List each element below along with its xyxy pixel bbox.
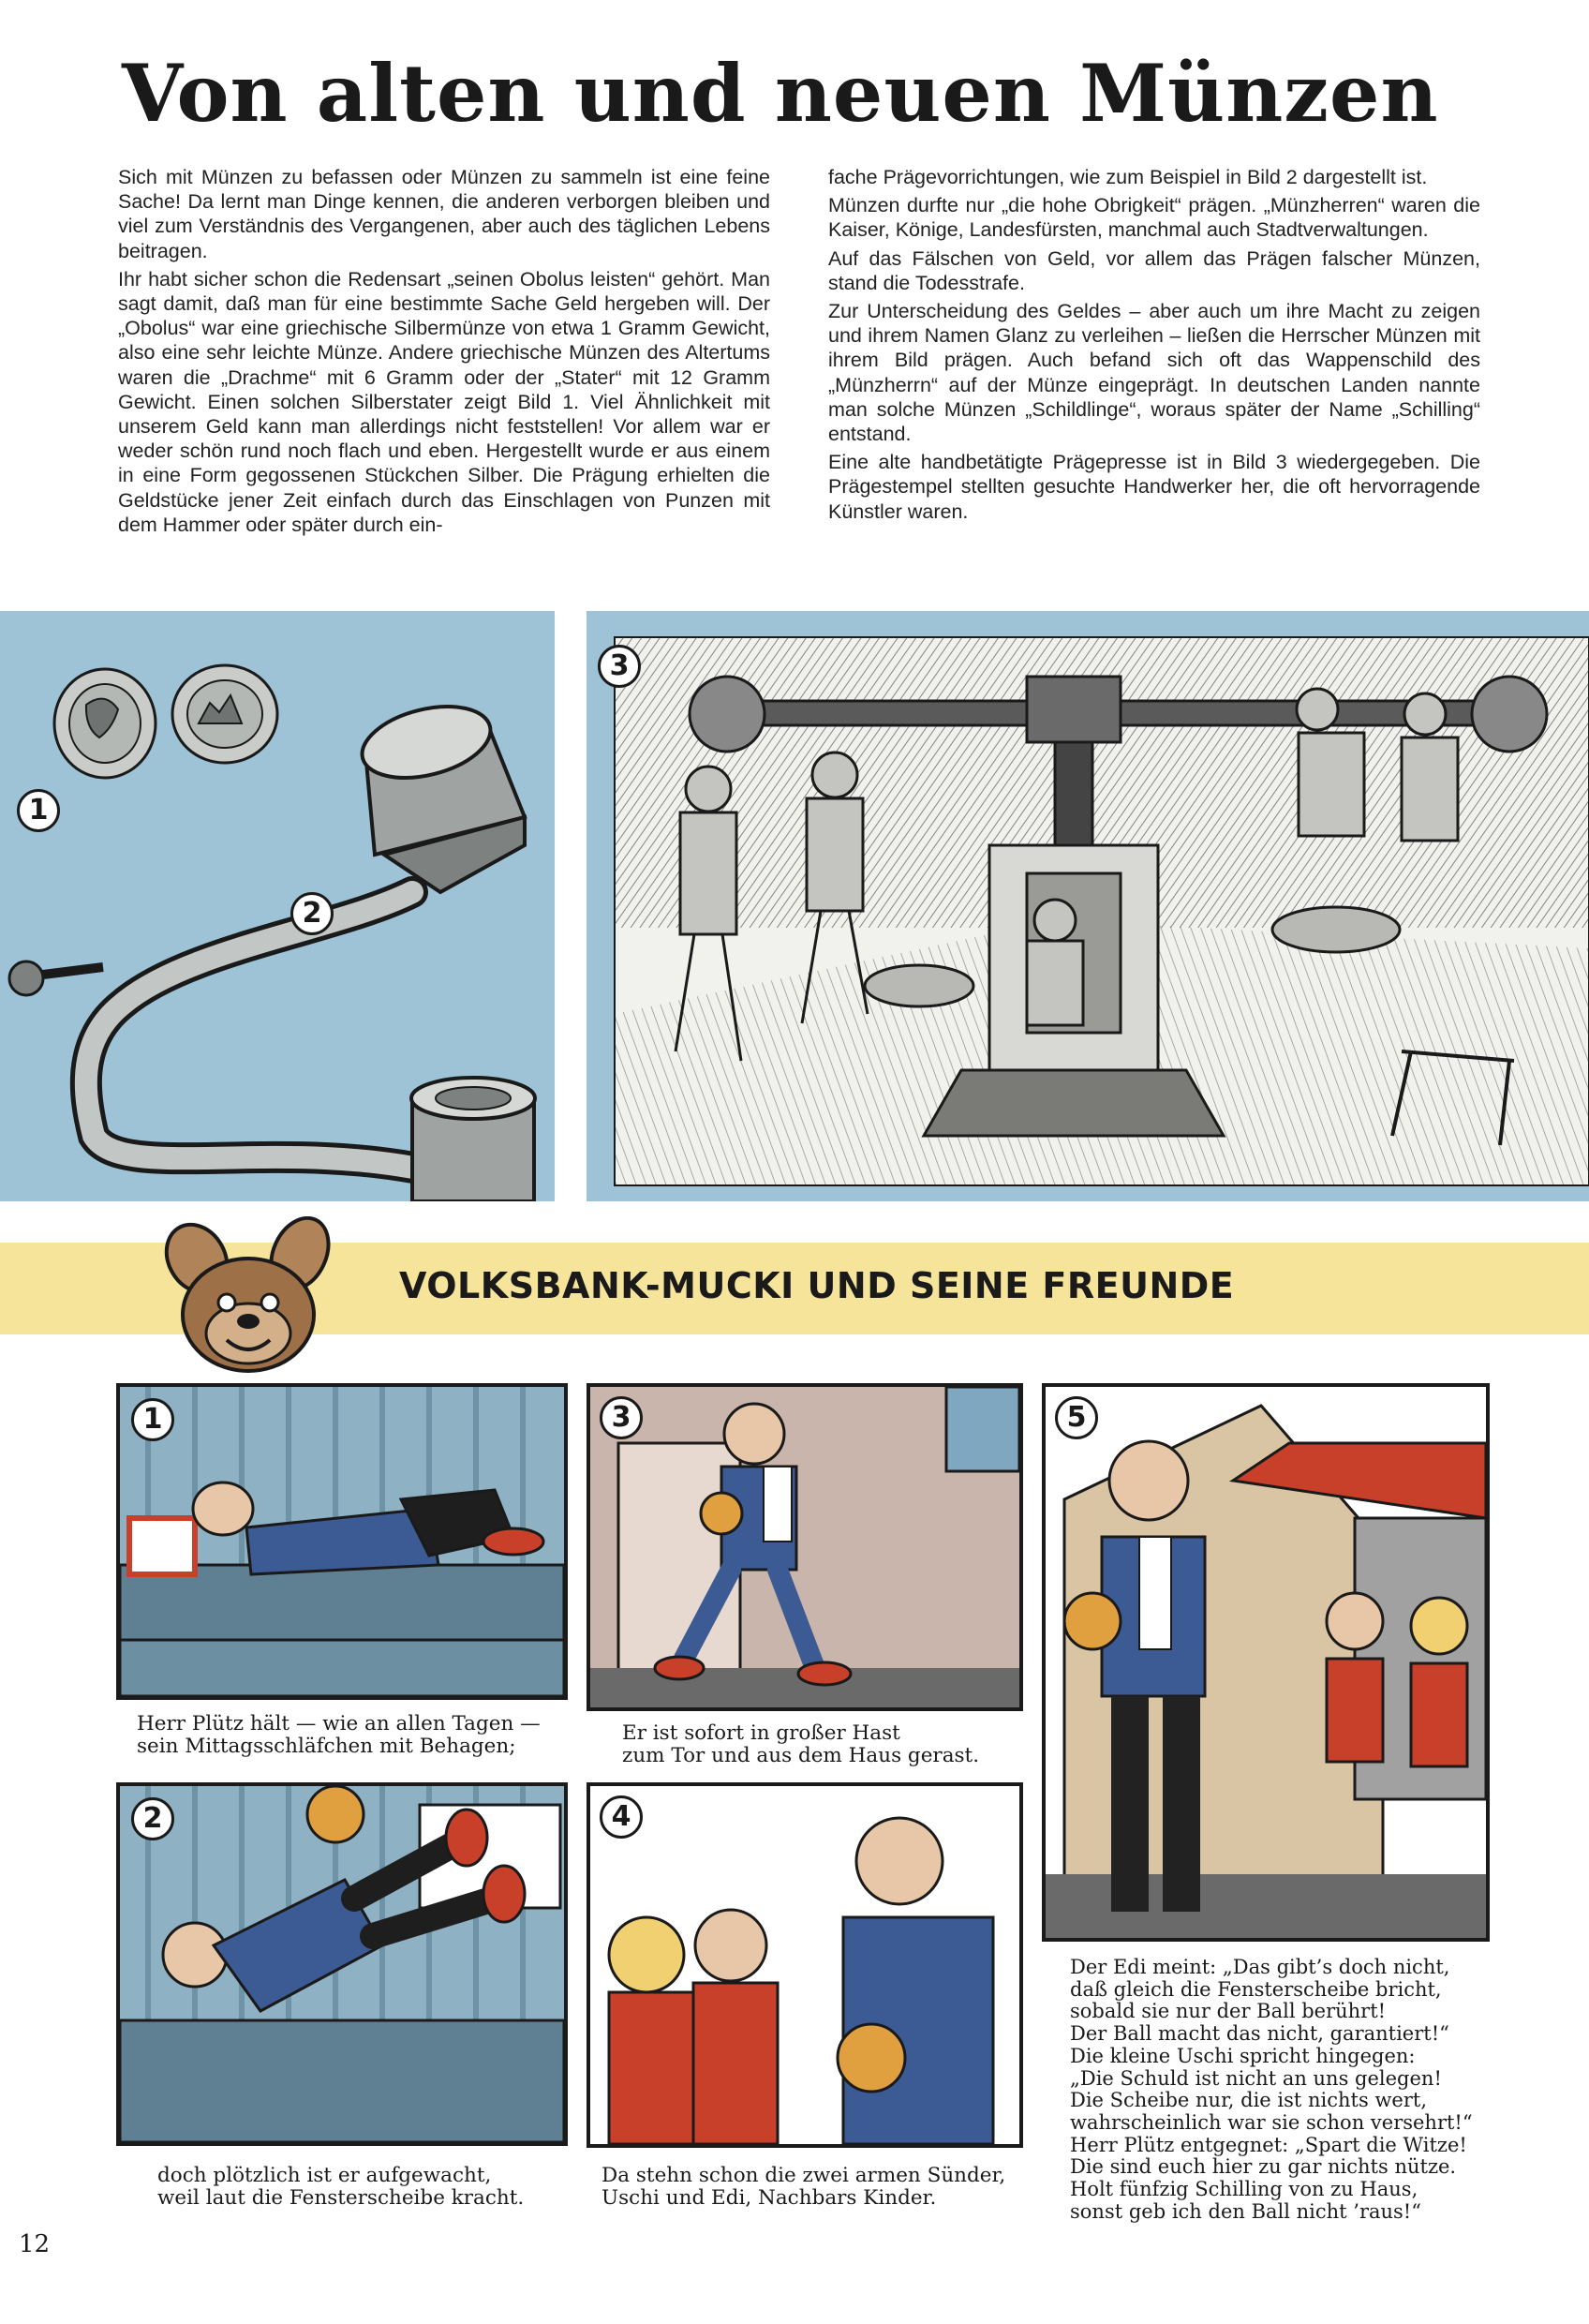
caption-line: zum Tor und aus dem Haus gerast. [622, 1744, 980, 1767]
caption-line: Holt fünfzig Schilling von zu Haus, [1070, 2178, 1418, 2201]
minting-workshop-illustration [587, 611, 1589, 1201]
figure-coins-and-punch-press [0, 611, 555, 1201]
article-paragraph: Eine alte handbetätigte Prägepresse ist in Bild 3 wiedergegeben. Die Prägestempel stellten gesuchte Handwerker her, die oft hervorragende Künstler waren. [828, 451, 1480, 523]
comic-series-title: VOLKSBANK-MUCKI UND SEINE FREUNDE [399, 1265, 1235, 1306]
caption-line: Herr Plütz hält — wie an allen Tagen — [137, 1712, 541, 1736]
figure-minting-workshop-engraving [587, 611, 1589, 1201]
caption-line: sein Mittagsschläfchen mit Behagen; [137, 1735, 516, 1758]
caption-line: Der Ball macht das nicht, garantiert!“ [1070, 2022, 1449, 2046]
article-paragraph: Ihr habt sicher schon die Redensart „seinen Obolus leisten“ gehört. Man sagt damit, daß man für eine bestimmte Sache Geld hergeben will. Der „Obolus“ war eine griechische Silbermünze von etwa 1 Gramm Gewicht, also eine sehr leichte Münze. Andere griechische Münzen des Altertums waren die „Drachme“ mit 6 Gramm oder der „Stater“ mit 12 Gramm Gewicht. Einen solchen Silberstater zeigt Bild 1. Viel Ähnlichkeit mit unserem Geld kann man allerdings nicht feststellen! Vor allem war er weder schön rund noch flach und eben. Hergestellt wurde er aus einem in eine Form gegossenen Stückchen Silber. Die Prägung erhielten die Geldstücke jener Zeit einfach durch das Einschlagen von Punzen mit dem Hammer oder später durch ein- [118, 267, 770, 536]
caption-line: Die sind euch hier zu gar nichts nütze. [1070, 2155, 1457, 2179]
page-title: Von alten und neuen Münzen [122, 47, 1439, 140]
caption-line: doch plötzlich ist er aufgewacht, [157, 2164, 492, 2187]
screw-icon [9, 961, 103, 995]
basket-icon [865, 965, 973, 1006]
comic-panel-2 [116, 1782, 568, 2146]
caption-line: Er ist sofort in großer Hast [622, 1721, 900, 1745]
panel-number: 5 [1055, 1396, 1098, 1439]
panel-number: 3 [600, 1396, 643, 1439]
worker-figure-icon [1027, 900, 1083, 1025]
comic-caption-5 [1070, 1957, 1501, 2223]
basket-icon [1272, 907, 1400, 952]
comic-art-confrontation [1046, 1387, 1486, 1938]
article-paragraph: Auf das Fälschen von Geld, vor allem das Prägen falscher Münzen, stand die Todesstrafe. [828, 246, 1480, 294]
caption-line: daß gleich die Fensterscheibe bricht, [1070, 1977, 1442, 2001]
comic-panel-1 [116, 1383, 568, 1700]
caption-line: Die Scheibe nur, die ist nichts wert, [1070, 2089, 1427, 2112]
page-number: 12 [19, 2230, 51, 2258]
panel-number: 2 [131, 1797, 174, 1840]
comic-art-man-waking [120, 1786, 564, 2142]
caption-line: Herr Plütz entgegnet: „Spart die Witze! [1070, 2133, 1467, 2156]
caption-line: Der Edi meint: „Das gibt’s doch nicht, [1070, 1956, 1450, 1978]
comic-art-running-man [590, 1387, 1019, 1707]
comic-caption-3 [622, 1722, 1025, 1767]
comic-caption-4 [601, 2165, 1023, 2210]
article-paragraph: fache Prägevorrichtungen, wie zum Beispiel in Bild 2 dargestellt ist. [828, 166, 1428, 188]
caption-line: Uschi und Edi, Nachbars Kinder. [601, 2186, 937, 2210]
caption-line: sonst geb ich den Ball nicht ’raus!“ [1070, 2199, 1421, 2223]
caption-line: Da stehn schon die zwei armen Sünder, [601, 2164, 1006, 2187]
article-column-right [828, 165, 1480, 528]
comic-caption-2 [157, 2165, 579, 2210]
figure-number-3: 3 [598, 645, 641, 688]
figure-number-2: 2 [290, 892, 334, 935]
panel-number: 4 [600, 1795, 643, 1839]
caption-line: sobald sie nur der Ball berührt! [1070, 2000, 1387, 2023]
article-paragraph: Münzen durfte nur „die hohe Obrigkeit“ prägen. „Münzherren“ waren die Kaiser, Könige, Landesfürsten, manchmal auch Stadtverwaltungen. [828, 194, 1480, 242]
caption-line: „Die Schuld ist nicht an uns gelegen! [1070, 2066, 1442, 2090]
upper-die-icon [355, 694, 525, 892]
comic-panel-5 [1042, 1383, 1490, 1942]
panel-number: 1 [131, 1398, 174, 1441]
coin-icon [54, 669, 156, 778]
comic-panel-4 [587, 1782, 1023, 2148]
comic-art-sleeping-man [120, 1387, 564, 1696]
coin-press-illustration [0, 611, 555, 1201]
mucki-mascot-icon [159, 1216, 347, 1376]
article-column-left [118, 165, 770, 541]
lower-die-icon [411, 1078, 535, 1201]
comic-caption-1 [137, 1713, 577, 1758]
comic-art-children-and-man [590, 1786, 1019, 2144]
comic-panel-3 [587, 1383, 1023, 1711]
caption-line: Die kleine Uschi spricht hingegen: [1070, 2044, 1416, 2067]
caption-line: weil laut die Fensterscheibe kracht. [157, 2186, 525, 2210]
article-paragraph: Zur Unterscheidung des Geldes – aber auch um ihre Macht zu zeigen und ihrem Namen Glanz zu verleihen – ließen die Herrscher Münzen mit ihrem Bild prägen. Auch befand sich oft das Wappenschild des „Münzherrn“ auf der Münze eingeprägt. In deutschen Landen nannte man solche Münzen „Schildlinge“, woraus später der Name „Schilling“ entstand. [828, 300, 1480, 446]
figure-number-1: 1 [17, 789, 60, 832]
coin-icon [172, 665, 277, 763]
caption-line: wahrscheinlich war sie schon versehrt!“ [1070, 2110, 1473, 2134]
article-paragraph: Sich mit Münzen zu befassen oder Münzen zu sammeln ist eine feine Sache! Da lernt man Dinge kennen, die anderen verborgen bleiben und viel zum Verständnis des Vergangenen, aber auch des täglichen Lebens beitragen. [118, 166, 770, 262]
